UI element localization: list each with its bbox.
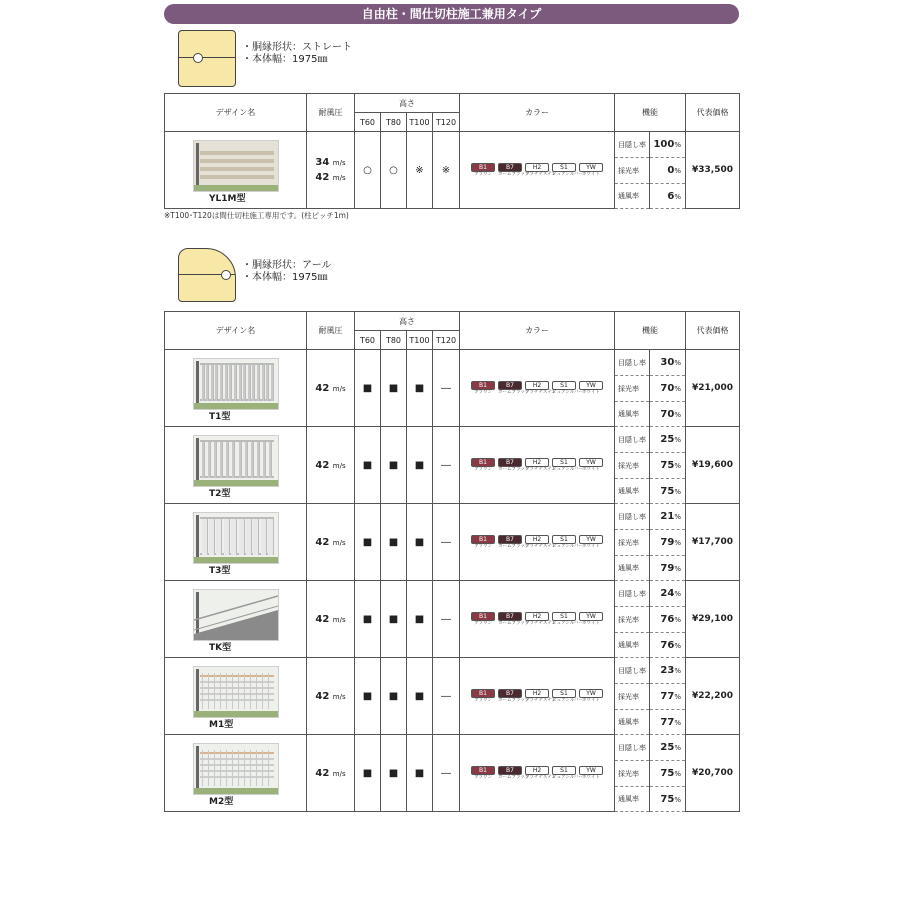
func-label: 採光率 bbox=[615, 530, 650, 556]
func-value: 25% bbox=[650, 735, 686, 761]
spec-line: ・胴縁形状：アール bbox=[242, 260, 332, 271]
design-cell bbox=[165, 735, 307, 812]
spec-line: ・本体幅：1975㎜ bbox=[242, 272, 328, 283]
price-value: ¥17,700 bbox=[686, 504, 740, 581]
func-label: 通風率 bbox=[615, 633, 650, 658]
price-value: ¥29,100 bbox=[686, 581, 740, 658]
color-chip-s1: S1 ピュアシルバー bbox=[552, 535, 583, 549]
height-value: ■ bbox=[381, 735, 407, 812]
wind-cell bbox=[307, 350, 355, 427]
design-cell bbox=[165, 504, 307, 581]
wind-unit: m/s bbox=[332, 174, 346, 182]
func-value: 100% bbox=[650, 132, 686, 158]
fence-photo bbox=[193, 589, 279, 641]
color-chip-yw: YW ホワイト bbox=[579, 766, 603, 781]
color-cell bbox=[460, 350, 615, 427]
header-color: カラー bbox=[460, 312, 615, 350]
fence-photo bbox=[193, 743, 279, 795]
func-label: 目隠し率 bbox=[615, 658, 650, 684]
height-value: ■ bbox=[381, 581, 407, 658]
height-value: ■ bbox=[381, 658, 407, 735]
color-chip-yw: YW ホワイト bbox=[579, 612, 603, 627]
header-color: カラー bbox=[460, 94, 615, 132]
height-t100-value: ※ bbox=[407, 132, 433, 209]
header-t60: T60 bbox=[355, 113, 381, 132]
func-label: 採光率 bbox=[615, 376, 650, 402]
wind-unit: m/s bbox=[332, 461, 346, 470]
func-label: 採光率 bbox=[615, 607, 650, 633]
color-chip-b1: B1 ブラウン bbox=[471, 612, 495, 627]
wind-unit: m/s bbox=[332, 159, 346, 167]
price-value: ¥22,200 bbox=[686, 658, 740, 735]
design-name: M1型 bbox=[209, 719, 234, 730]
color-chip-h2: H2 プラチナステン bbox=[525, 458, 557, 472]
spec-list-round bbox=[242, 260, 332, 284]
height-value: ― bbox=[433, 504, 460, 581]
color-chip-b1: B1 ブラウン bbox=[471, 766, 495, 781]
color-cell bbox=[460, 132, 615, 209]
func-value: 79% bbox=[650, 530, 686, 556]
height-value: ■ bbox=[381, 350, 407, 427]
table-row bbox=[165, 132, 740, 158]
color-chip-yw: YW ホワイト bbox=[579, 458, 603, 473]
func-label: 通風率 bbox=[615, 479, 650, 504]
height-value: ― bbox=[433, 350, 460, 427]
color-chip-s1: S1 ピュアシルバー bbox=[552, 458, 583, 472]
height-value: ― bbox=[433, 658, 460, 735]
color-chip-s1: S1 ピュアシルバー bbox=[552, 163, 583, 177]
color-chip-b7: B7 カームブラック bbox=[498, 458, 530, 472]
header-height: 高さ bbox=[355, 94, 460, 113]
func-value: 23% bbox=[650, 658, 686, 684]
fence-photo bbox=[193, 140, 279, 192]
design-cell bbox=[165, 132, 307, 209]
color-cell bbox=[460, 658, 615, 735]
func-value: 79% bbox=[650, 556, 686, 581]
wind-unit: m/s bbox=[332, 769, 346, 778]
height-value: ■ bbox=[407, 735, 433, 812]
design-name: T3型 bbox=[209, 565, 231, 576]
table-row bbox=[165, 350, 740, 376]
wind-unit: m/s bbox=[332, 538, 346, 547]
func-label: 採光率 bbox=[615, 684, 650, 710]
color-chip-b7: B7 カームブラック bbox=[498, 381, 530, 395]
color-chip-h2: H2 プラチナステン bbox=[525, 535, 557, 549]
header-price: 代表価格 bbox=[686, 312, 740, 350]
height-value: ■ bbox=[355, 427, 381, 504]
design-cell bbox=[165, 427, 307, 504]
color-chip-b7: B7 カームブラック bbox=[498, 766, 530, 780]
color-chip-yw: YW ホワイト bbox=[579, 381, 603, 396]
fence-photo bbox=[193, 358, 279, 410]
height-t120-value: ※ bbox=[433, 132, 460, 209]
color-chip-s1: S1 ピュアシルバー bbox=[552, 612, 583, 626]
color-cell bbox=[460, 735, 615, 812]
func-value: 25% bbox=[650, 427, 686, 453]
func-value: 24% bbox=[650, 581, 686, 607]
height-value: ■ bbox=[381, 427, 407, 504]
color-chip-b7: B7 カームブラック bbox=[498, 689, 530, 703]
color-chip-yw: YW ホワイト bbox=[579, 535, 603, 550]
func-value: 77% bbox=[650, 684, 686, 710]
func-label: 通風率 bbox=[615, 710, 650, 735]
design-cell bbox=[165, 581, 307, 658]
color-chip-b7: B7 カームブラック bbox=[498, 612, 530, 626]
table-row bbox=[165, 735, 740, 761]
func-value: 70% bbox=[650, 376, 686, 402]
color-chip-b7: B7 カームブラック bbox=[498, 163, 530, 177]
wind-value: 42 bbox=[315, 536, 330, 548]
design-name: YL1M型 bbox=[209, 193, 246, 204]
price-value: ¥21,000 bbox=[686, 350, 740, 427]
color-cell bbox=[460, 427, 615, 504]
header-wind: 耐風圧 bbox=[307, 94, 355, 132]
header-t60: T60 bbox=[355, 331, 381, 350]
header-t120: T120 bbox=[433, 113, 460, 132]
spec-line: ・本体幅：1975㎜ bbox=[242, 54, 328, 65]
height-t60-value: ○ bbox=[355, 132, 381, 209]
func-label: 通風率 bbox=[615, 787, 650, 812]
func-label: 採光率 bbox=[615, 158, 650, 184]
table-row bbox=[165, 427, 740, 453]
func-label: 目隠し率 bbox=[615, 735, 650, 761]
color-chip-s1: S1 ピュアシルバー bbox=[552, 689, 583, 703]
price-value: ¥19,600 bbox=[686, 427, 740, 504]
fence-photo bbox=[193, 512, 279, 564]
wind-unit: m/s bbox=[332, 384, 346, 393]
footnote: ※T100･T120は間仕切柱施工専用です。(柱ピッチ1m) bbox=[164, 211, 349, 220]
func-label: 目隠し率 bbox=[615, 504, 650, 530]
height-value: ■ bbox=[407, 427, 433, 504]
wind-value: 34 bbox=[315, 157, 330, 168]
color-chip-b7: B7 カームブラック bbox=[498, 535, 530, 549]
func-value: 6% bbox=[650, 184, 686, 209]
wind-value: 42 bbox=[315, 613, 330, 625]
design-cell bbox=[165, 350, 307, 427]
height-value: ■ bbox=[355, 504, 381, 581]
height-value: ■ bbox=[381, 504, 407, 581]
height-value: ■ bbox=[407, 581, 433, 658]
wind-cell bbox=[307, 581, 355, 658]
wind-unit: m/s bbox=[332, 615, 346, 624]
header-function: 機能 bbox=[615, 312, 686, 350]
straight-profile-diagram bbox=[178, 30, 236, 87]
color-chip-yw: YW ホワイト bbox=[579, 689, 603, 704]
design-name: T2型 bbox=[209, 488, 231, 499]
spec-list-straight bbox=[242, 42, 352, 66]
fence-photo bbox=[193, 435, 279, 487]
header-height: 高さ bbox=[355, 312, 460, 331]
color-chip-b1: B1 ブラウン bbox=[471, 458, 495, 473]
color-chip-b1: B1 ブラウン bbox=[471, 535, 495, 550]
product-table-straight bbox=[164, 93, 740, 209]
color-chip-s1: S1 ピュアシルバー bbox=[552, 766, 583, 780]
color-chip-s1: S1 ピュアシルバー bbox=[552, 381, 583, 395]
height-value: ― bbox=[433, 735, 460, 812]
wind-unit: m/s bbox=[332, 692, 346, 701]
color-chip-h2: H2 プラチナステン bbox=[525, 766, 557, 780]
color-chip-b1: B1 ブラウン bbox=[471, 381, 495, 396]
wind-value: 42 bbox=[315, 382, 330, 394]
header-price: 代表価格 bbox=[686, 94, 740, 132]
height-value: ■ bbox=[407, 350, 433, 427]
header-design: デザイン名 bbox=[165, 312, 307, 350]
func-label: 通風率 bbox=[615, 184, 650, 209]
wind-cell bbox=[307, 504, 355, 581]
header-function: 機能 bbox=[615, 94, 686, 132]
color-chip-b1: B1 ブラウン bbox=[471, 689, 495, 704]
height-value: ― bbox=[433, 581, 460, 658]
header-t100: T100 bbox=[407, 113, 433, 132]
fence-photo bbox=[193, 666, 279, 718]
color-chip-yw: YW ホワイト bbox=[579, 163, 603, 178]
wind-cell bbox=[307, 427, 355, 504]
wind-value: 42 bbox=[315, 172, 330, 183]
wind-value: 42 bbox=[315, 767, 330, 779]
func-label: 通風率 bbox=[615, 402, 650, 427]
design-cell bbox=[165, 658, 307, 735]
height-value: ― bbox=[433, 427, 460, 504]
color-chip-h2: H2 プラチナステン bbox=[525, 163, 557, 177]
func-value: 75% bbox=[650, 479, 686, 504]
height-value: ■ bbox=[407, 658, 433, 735]
wind-cell bbox=[307, 735, 355, 812]
func-value: 75% bbox=[650, 453, 686, 479]
color-chip-h2: H2 プラチナステン bbox=[525, 381, 557, 395]
height-value: ■ bbox=[355, 350, 381, 427]
func-value: 77% bbox=[650, 710, 686, 735]
wind-value: 42 bbox=[315, 459, 330, 471]
color-chip-h2: H2 プラチナステン bbox=[525, 689, 557, 703]
color-chip-h2: H2 プラチナステン bbox=[525, 612, 557, 626]
table-row bbox=[165, 504, 740, 530]
design-name: T1型 bbox=[209, 411, 231, 422]
func-value: 76% bbox=[650, 607, 686, 633]
header-t80: T80 bbox=[381, 113, 407, 132]
func-label: 目隠し率 bbox=[615, 350, 650, 376]
header-t100: T100 bbox=[407, 331, 433, 350]
wind-value: 42 bbox=[315, 690, 330, 702]
wind-cell bbox=[307, 658, 355, 735]
header-t80: T80 bbox=[381, 331, 407, 350]
func-label: 採光率 bbox=[615, 453, 650, 479]
func-value: 0% bbox=[650, 158, 686, 184]
height-t80-value: ○ bbox=[381, 132, 407, 209]
func-value: 76% bbox=[650, 633, 686, 658]
func-value: 30% bbox=[650, 350, 686, 376]
design-name: M2型 bbox=[209, 796, 234, 807]
design-name: TK型 bbox=[209, 642, 232, 653]
func-label: 目隠し率 bbox=[615, 132, 650, 158]
height-value: ■ bbox=[407, 504, 433, 581]
func-value: 75% bbox=[650, 761, 686, 787]
header-design: デザイン名 bbox=[165, 94, 307, 132]
height-value: ■ bbox=[355, 658, 381, 735]
color-cell bbox=[460, 504, 615, 581]
func-value: 75% bbox=[650, 787, 686, 812]
func-label: 目隠し率 bbox=[615, 581, 650, 607]
color-chip-b1: B1 ブラウン bbox=[471, 163, 495, 178]
price-value: ¥20,700 bbox=[686, 735, 740, 812]
round-profile-diagram bbox=[178, 248, 236, 302]
table-row bbox=[165, 658, 740, 684]
func-label: 採光率 bbox=[615, 761, 650, 787]
price-value: ¥33,500 bbox=[686, 132, 740, 209]
func-label: 目隠し率 bbox=[615, 427, 650, 453]
header-wind: 耐風圧 bbox=[307, 312, 355, 350]
color-cell bbox=[460, 581, 615, 658]
section-banner: 自由柱・間仕切柱施工兼用タイプ bbox=[164, 4, 739, 24]
height-value: ■ bbox=[355, 581, 381, 658]
func-label: 通風率 bbox=[615, 556, 650, 581]
height-value: ■ bbox=[355, 735, 381, 812]
wind-cell bbox=[307, 132, 355, 209]
table-row bbox=[165, 581, 740, 607]
header-t120: T120 bbox=[433, 331, 460, 350]
product-table-round bbox=[164, 311, 740, 812]
spec-line: ・胴縁形状：ストレート bbox=[242, 42, 352, 53]
func-value: 70% bbox=[650, 402, 686, 427]
func-value: 21% bbox=[650, 504, 686, 530]
